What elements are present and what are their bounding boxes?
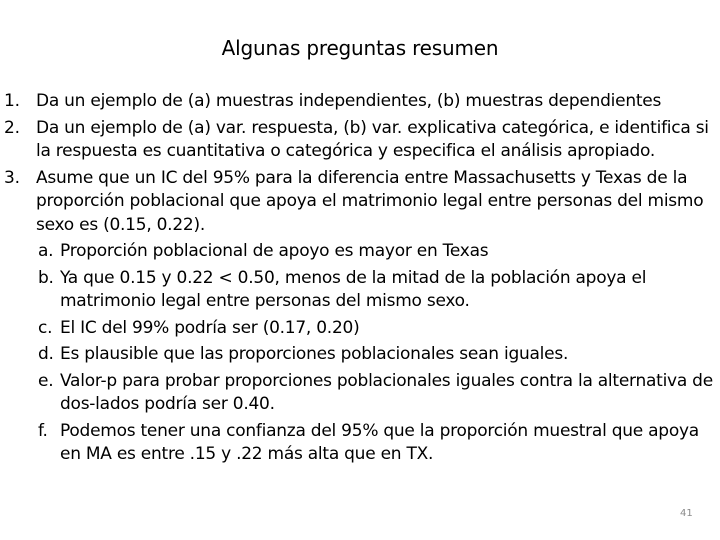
item-number: 2.: [4, 117, 20, 138]
sub-item: [0, 343, 716, 367]
sub-item: [0, 317, 716, 341]
sub-item-text: Es plausible que las proporciones poblacionales sean iguales.: [60, 344, 569, 364]
item-text: Da un ejemplo de (a) muestras independientes, (b) muestras dependientes: [36, 91, 662, 111]
page-number: 41: [680, 508, 693, 519]
sub-item-letter: f.: [38, 420, 48, 441]
sub-item-letter: b.: [38, 267, 54, 288]
sub-item-letter: c.: [38, 317, 53, 338]
sub-item-text: Proporción poblacional de apoyo es mayor en Texas: [60, 241, 489, 261]
sub-item-text: El IC del 99% podría ser (0.17, 0.20): [60, 317, 360, 338]
sub-item-letter: a.: [38, 241, 54, 261]
slide-title: Algunas preguntas resumen: [221, 36, 499, 60]
sub-item-letter: d.: [38, 344, 54, 364]
sub-item-text: Ya que 0.15 y 0.22 < 0.50, menos de la mitad de la población apoya el matrimonio legal entre personas del mismo sexo.: [60, 267, 647, 311]
sub-item-text: Valor-p para probar proporciones poblacionales iguales contra la alternativa de dos-lados podría ser 0.40.: [60, 370, 713, 414]
item-text: Asume que un IC del 95% para la diferencia entre Massachusetts y Texas de la proporción poblacional que apoya el matrimonio legal entre personas del mismo sexo es (0.15, 0.22).: [36, 167, 704, 235]
sub-item-letter: e.: [38, 370, 54, 391]
sub-item: [0, 420, 716, 467]
list-item: [0, 90, 716, 114]
sub-item: [0, 370, 716, 417]
sub-item: [0, 240, 716, 264]
item-number: 1.: [4, 91, 20, 111]
item-text: Da un ejemplo de (a) var. respuesta, (b) var. explicativa categórica, e identifica si la respuesta es cuantitativa o categórica y especifica el análisis apropiado.: [36, 117, 709, 161]
sub-item: [0, 267, 716, 314]
sub-item-text: Podemos tener una confianza del 95% que la proporción muestral que apoya en MA es entre .15 y .22 más alta que en TX.: [60, 420, 699, 464]
question-list: [0, 90, 716, 470]
list-item: [0, 167, 716, 238]
item-number: 3.: [4, 167, 20, 188]
list-item: [0, 117, 716, 164]
